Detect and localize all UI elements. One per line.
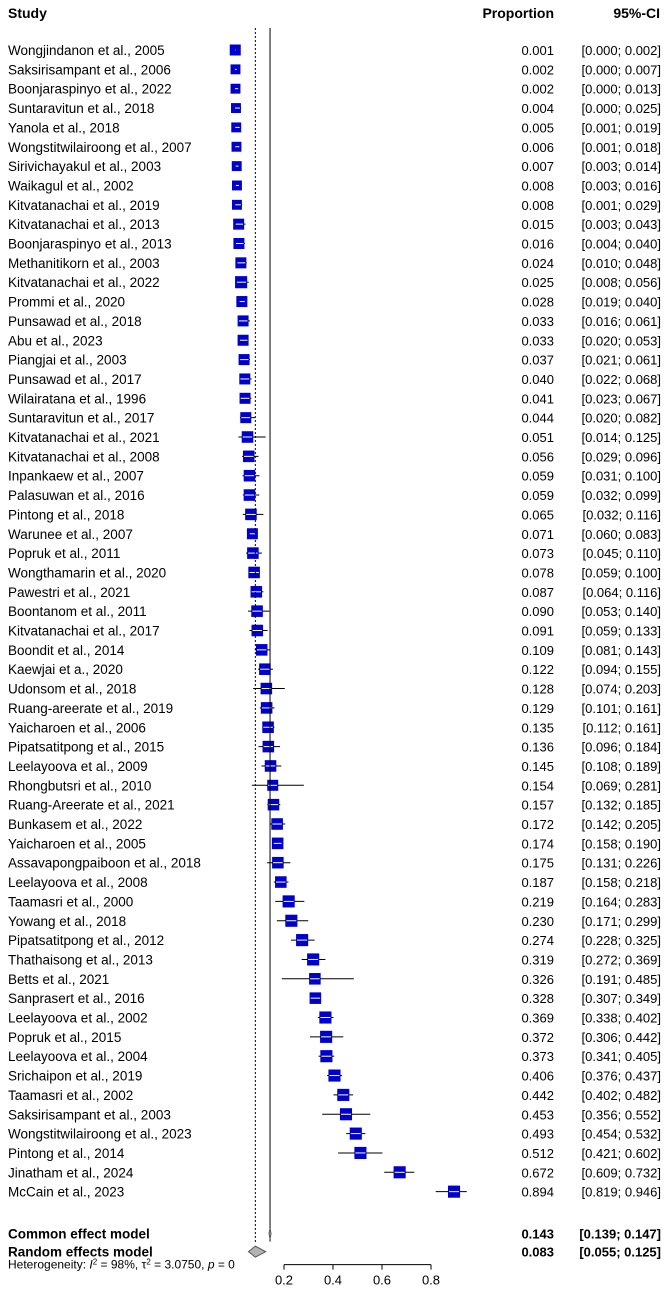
summary-rows — [8, 1227, 661, 1260]
study-proportion: 0.051 — [521, 430, 554, 445]
study-row — [8, 565, 661, 580]
study-proportion: 0.512 — [521, 1145, 554, 1161]
study-ci: [0.454; 0.532] — [581, 1126, 661, 1142]
study-proportion: 0.005 — [521, 120, 554, 136]
study-proportion: 0.044 — [521, 410, 554, 426]
study-row — [8, 469, 661, 484]
study-proportion: 0.028 — [521, 294, 554, 310]
study-proportion: 0.145 — [521, 758, 554, 774]
study-row — [8, 952, 661, 967]
study-proportion: 0.453 — [521, 1107, 554, 1123]
study-ci: [0.020; 0.053] — [581, 333, 661, 349]
study-label: Suntaravitun et al., 2018 — [8, 101, 155, 117]
study-row — [8, 178, 661, 193]
study-label: Kitvatanachai et al., 2017 — [8, 623, 160, 639]
study-proportion: 0.369 — [521, 1010, 554, 1026]
study-proportion: 0.059 — [521, 488, 554, 504]
study-proportion: 0.136 — [521, 739, 554, 755]
study-row — [8, 836, 661, 851]
study-label: Pawestri et al., 2021 — [8, 584, 131, 600]
study-proportion: 0.024 — [521, 255, 554, 271]
study-label: Sanprasert et al., 2016 — [8, 991, 145, 1007]
study-label: Kitvatanachai et al., 2021 — [8, 430, 160, 445]
header-ci: 95%-CI — [613, 5, 660, 21]
study-ci: [0.164; 0.283] — [581, 894, 661, 910]
study-proportion: 0.122 — [521, 662, 554, 678]
study-ci: [0.001; 0.019] — [581, 120, 661, 136]
header-proportion: Proportion — [482, 5, 554, 21]
study-label: Boondit et al., 2014 — [8, 642, 125, 658]
study-label: Bunkasem et al., 2022 — [8, 817, 143, 832]
heterogeneity-text: Heterogeneity: $I^2 = 98\%$, $\tau^2 = 3.0750$, p = 0 — [8, 1257, 235, 1272]
study-row — [8, 1185, 661, 1200]
study-ci: [0.000; 0.002] — [581, 43, 661, 58]
study-label: Inpankaew et al., 2007 — [8, 468, 144, 484]
study-ci: [0.001; 0.018] — [581, 139, 661, 155]
study-proportion: 0.037 — [521, 352, 554, 368]
study-label: Wongjindanon et al., 2005 — [8, 43, 165, 58]
study-row — [8, 720, 661, 735]
study-label: Kitvatanachai et al., 2008 — [8, 449, 160, 465]
study-row — [8, 488, 661, 503]
study-row — [8, 1088, 661, 1103]
study-proportion: 0.002 — [521, 62, 554, 78]
study-proportion: 0.157 — [521, 797, 554, 813]
study-row — [8, 1107, 661, 1122]
study-ci: [0.059; 0.100] — [581, 565, 661, 581]
study-ci: [0.131; 0.226] — [581, 855, 661, 871]
study-label: Waikagul et al., 2002 — [8, 178, 134, 194]
study-label: Boonjaraspinyo et al., 2022 — [8, 81, 172, 97]
study-proportion: 0.274 — [521, 933, 554, 949]
study-proportion: 0.015 — [521, 217, 554, 233]
study-label: Pipatsatitpong et al., 2012 — [8, 933, 165, 949]
study-proportion: 0.372 — [521, 1029, 554, 1045]
study-ci: [0.191; 0.485] — [581, 971, 661, 987]
study-proportion: 0.056 — [521, 449, 554, 465]
study-ci: [0.032; 0.099] — [581, 488, 661, 504]
study-proportion: 0.373 — [521, 1049, 554, 1065]
study-row — [8, 778, 661, 793]
study-label: Abu et al., 2023 — [8, 333, 103, 349]
study-row — [8, 372, 661, 387]
study-ci: [0.096; 0.184] — [581, 739, 661, 755]
study-ci: [0.306; 0.442] — [581, 1029, 661, 1045]
study-proportion: 0.087 — [521, 584, 554, 600]
summary-diamond — [248, 1246, 265, 1257]
study-proportion: 0.172 — [521, 817, 554, 832]
x-tick-label: 0.8 — [421, 1272, 441, 1288]
summary-ci: [0.139; 0.147] — [579, 1226, 661, 1242]
study-ci: [0.132; 0.185] — [581, 797, 661, 813]
study-row — [8, 391, 661, 406]
study-ci: [0.021; 0.061] — [581, 352, 661, 368]
study-ci: [0.081; 0.143] — [581, 642, 661, 658]
study-ci: [0.045; 0.110] — [582, 546, 661, 562]
study-ci: [0.142; 0.205] — [581, 817, 661, 832]
study-row — [8, 217, 661, 232]
study-ci: [0.022; 0.068] — [581, 371, 661, 387]
study-row — [8, 256, 661, 271]
study-label: Warunee et al., 2007 — [8, 526, 133, 542]
study-ci: [0.000; 0.013] — [581, 81, 661, 97]
study-row — [8, 1127, 661, 1142]
study-ci: [0.053; 0.140] — [581, 604, 661, 620]
study-row — [8, 82, 661, 97]
study-label: Leelayoova et al., 2002 — [8, 1010, 148, 1026]
study-ci: [0.029; 0.096] — [581, 449, 661, 465]
study-row — [8, 140, 661, 155]
study-row — [8, 740, 661, 755]
study-ci: [0.421; 0.602] — [581, 1145, 661, 1161]
study-proportion: 0.040 — [521, 371, 554, 387]
study-row — [8, 159, 661, 174]
study-row — [8, 295, 661, 310]
study-row — [8, 430, 661, 445]
study-proportion: 0.090 — [521, 604, 554, 620]
study-label: Srichaipon et al., 2019 — [8, 1068, 143, 1084]
x-tick-label: 0.6 — [372, 1272, 392, 1288]
study-label: Pintong et al., 2018 — [8, 507, 125, 523]
study-row — [8, 682, 661, 697]
study-row — [8, 875, 661, 890]
study-label: Wilairatana et al., 1996 — [8, 391, 147, 407]
study-label: Ruang-Areerate et al., 2021 — [8, 797, 175, 813]
study-ci: [0.000; 0.025] — [581, 101, 661, 117]
study-proportion: 0.187 — [521, 875, 554, 891]
study-row — [8, 701, 661, 716]
study-label: Boonjaraspinyo et al., 2013 — [8, 236, 172, 252]
study-ci: [0.074; 0.203] — [581, 681, 661, 697]
study-proportion: 0.493 — [521, 1126, 554, 1142]
study-ci: [0.003; 0.043] — [581, 217, 661, 233]
study-proportion: 0.001 — [521, 43, 554, 58]
summary-label: Common effect model — [8, 1226, 150, 1242]
study-row — [8, 62, 661, 77]
study-row — [8, 1069, 661, 1084]
study-label: Yaicharoen et al., 2006 — [8, 720, 146, 736]
study-ci: [0.307; 0.349] — [581, 991, 661, 1007]
study-label: Saksirisampant et al., 2006 — [8, 62, 171, 78]
study-label: Leelayoova et al., 2004 — [8, 1049, 148, 1065]
study-label: Pipatsatitpong et al., 2015 — [8, 739, 165, 755]
header-study: Study — [8, 5, 47, 21]
study-row — [8, 1049, 661, 1064]
study-row — [8, 643, 661, 658]
study-label: Udonsom et al., 2018 — [8, 681, 137, 697]
x-axis — [275, 1265, 440, 1288]
study-row — [8, 798, 661, 813]
study-proportion: 0.025 — [521, 275, 554, 291]
study-row — [8, 1165, 661, 1180]
summary-row — [8, 1227, 661, 1242]
study-label: Popruk et al., 2011 — [8, 546, 121, 562]
study-proportion: 0.129 — [521, 700, 554, 716]
study-row — [8, 604, 661, 619]
study-row — [8, 237, 661, 252]
study-row — [8, 972, 661, 987]
study-proportion: 0.008 — [521, 178, 554, 194]
study-label: Pintong et al., 2014 — [8, 1145, 125, 1161]
study-proportion: 0.219 — [521, 894, 554, 910]
study-proportion: 0.328 — [521, 991, 554, 1007]
summary-proportion: 0.083 — [521, 1244, 554, 1260]
study-proportion: 0.672 — [521, 1165, 554, 1181]
study-row — [8, 914, 661, 929]
study-proportion: 0.016 — [521, 236, 554, 252]
study-ci: [0.031; 0.100] — [581, 468, 661, 484]
study-ci: [0.023; 0.067] — [581, 391, 661, 407]
study-ci: [0.272; 0.369] — [581, 952, 661, 968]
study-proportion: 0.007 — [521, 159, 554, 175]
study-row — [8, 1030, 661, 1045]
study-ci: [0.171; 0.299] — [581, 913, 661, 929]
study-ci: [0.069; 0.281] — [581, 778, 661, 794]
summary-diamond — [269, 1228, 271, 1239]
study-row — [8, 546, 661, 561]
summary-proportion: 0.143 — [521, 1226, 554, 1242]
study-label: Punsawad et al., 2017 — [8, 371, 142, 387]
study-label: Ruang-areerate et al., 2019 — [8, 700, 174, 716]
study-row — [8, 1146, 661, 1161]
study-proportion: 0.041 — [521, 391, 554, 407]
study-label: Wongthamarin et al., 2020 — [8, 565, 167, 581]
study-row — [8, 43, 661, 58]
study-row — [8, 198, 661, 213]
study-proportion: 0.002 — [521, 81, 554, 97]
x-tick-label: 0.4 — [323, 1272, 343, 1288]
study-proportion: 0.154 — [521, 778, 554, 794]
study-label: Taamasri et al., 2002 — [8, 1087, 134, 1103]
study-label: Rhongbutsri et al., 2010 — [8, 778, 152, 794]
study-label: Saksirisampant et al., 2003 — [8, 1107, 171, 1123]
study-row — [8, 449, 661, 464]
study-label: Taamasri et al., 2000 — [8, 894, 134, 910]
study-ci: [0.609; 0.732] — [581, 1165, 661, 1181]
study-row — [8, 624, 661, 639]
study-ci: [0.819; 0.946] — [581, 1184, 661, 1200]
study-row — [8, 120, 661, 135]
study-ci: [0.112; 0.161] — [582, 720, 661, 736]
study-ci: [0.356; 0.552] — [581, 1107, 661, 1123]
study-proportion: 0.135 — [521, 720, 554, 736]
study-ci: [0.060; 0.083] — [581, 526, 661, 542]
study-row — [8, 101, 661, 116]
study-ci: [0.010; 0.048] — [581, 255, 661, 271]
study-row — [8, 662, 661, 677]
study-proportion: 0.008 — [521, 197, 554, 213]
study-label: Prommi et al., 2020 — [8, 294, 126, 310]
study-ci: [0.008; 0.056] — [581, 275, 661, 291]
study-label: Wongstitwilairoong et al., 2023 — [8, 1126, 192, 1142]
study-proportion: 0.175 — [521, 855, 554, 871]
study-row — [8, 1011, 661, 1026]
study-label: Sirivichayakul et al., 2003 — [8, 159, 162, 175]
study-label: Kitvatanachai et al., 2013 — [8, 217, 160, 233]
summary-ci: [0.055; 0.125] — [579, 1244, 661, 1260]
study-ci: [0.158; 0.218] — [581, 875, 661, 891]
study-ci: [0.004; 0.040] — [581, 236, 661, 252]
study-label: Kitvatanachai et al., 2019 — [8, 197, 160, 213]
study-ci: [0.016; 0.061] — [581, 313, 661, 329]
study-row — [8, 759, 661, 774]
study-ci: [0.064; 0.116] — [582, 584, 661, 600]
study-label: Palasuwan et al., 2016 — [8, 488, 145, 504]
study-label: Jinatham et al., 2024 — [8, 1165, 134, 1181]
study-row — [8, 585, 661, 600]
study-row — [8, 817, 661, 832]
study-ci: [0.228; 0.325] — [581, 933, 661, 949]
study-row — [8, 411, 661, 426]
study-proportion: 0.230 — [521, 913, 554, 929]
study-label: Methanitikorn et al., 2003 — [8, 255, 160, 271]
study-proportion: 0.406 — [521, 1068, 554, 1084]
study-ci: [0.032; 0.116] — [582, 507, 661, 523]
study-ci: [0.001; 0.029] — [581, 197, 661, 213]
study-label: Yowang et al., 2018 — [8, 913, 127, 929]
study-row — [8, 991, 661, 1006]
study-label: Yaicharoen et al., 2005 — [8, 836, 146, 852]
study-ci: [0.341; 0.405] — [581, 1049, 661, 1065]
study-ci: [0.402; 0.482] — [581, 1087, 661, 1103]
study-ci: [0.108; 0.189] — [581, 758, 661, 774]
study-row — [8, 333, 661, 348]
study-ci: [0.059; 0.133] — [581, 623, 661, 639]
study-proportion: 0.128 — [521, 681, 554, 697]
study-label: Kaewjai et a., 2020 — [8, 662, 123, 678]
summary-label: Random effects model — [8, 1244, 153, 1260]
study-proportion: 0.442 — [521, 1087, 554, 1103]
study-ci: [0.101; 0.161] — [581, 700, 661, 716]
study-ci: [0.000; 0.007] — [581, 62, 661, 78]
study-label: Piangjai et al., 2003 — [8, 352, 127, 368]
study-ci: [0.014; 0.125] — [581, 430, 661, 445]
study-label: Leelayoova et al., 2008 — [8, 875, 148, 891]
study-proportion: 0.109 — [521, 642, 554, 658]
study-label: Suntaravitun et al., 2017 — [8, 410, 155, 426]
study-proportion: 0.065 — [521, 507, 554, 523]
study-ci: [0.003; 0.016] — [581, 178, 661, 194]
study-label: Betts et al., 2021 — [8, 971, 110, 987]
study-proportion: 0.319 — [521, 952, 554, 968]
study-ci: [0.094; 0.155] — [581, 662, 661, 678]
study-row — [8, 933, 661, 948]
study-label: McCain et al., 2023 — [8, 1184, 125, 1200]
study-row — [8, 507, 661, 522]
study-row — [8, 353, 661, 368]
study-ci: [0.158; 0.190] — [581, 836, 661, 852]
study-proportion: 0.071 — [521, 526, 554, 542]
study-label: Punsawad et al., 2018 — [8, 313, 142, 329]
study-rows — [8, 28, 661, 1244]
study-proportion: 0.091 — [521, 623, 554, 639]
study-row — [8, 275, 661, 290]
study-ci: [0.019; 0.040] — [581, 294, 661, 310]
study-proportion: 0.078 — [521, 565, 554, 581]
study-proportion: 0.033 — [521, 333, 554, 349]
study-row — [8, 314, 661, 329]
study-ci: [0.376; 0.437] — [581, 1068, 661, 1084]
study-ci: [0.003; 0.014] — [581, 159, 661, 175]
study-label: Popruk et al., 2015 — [8, 1029, 122, 1045]
study-proportion: 0.059 — [521, 468, 554, 484]
study-label: Boontanom et al., 2011 — [8, 604, 147, 620]
study-proportion: 0.033 — [521, 313, 554, 329]
study-proportion: 0.174 — [521, 836, 554, 852]
study-proportion: 0.326 — [521, 971, 554, 987]
study-proportion: 0.073 — [521, 546, 554, 562]
study-row — [8, 856, 661, 871]
study-ci: [0.338; 0.402] — [581, 1010, 661, 1026]
study-label: Thathaisong et al., 2013 — [8, 952, 153, 968]
study-label: Kitvatanachai et al., 2022 — [8, 275, 160, 291]
study-row — [8, 527, 661, 542]
study-label: Wongstitwilairoong et al., 2007 — [8, 139, 192, 155]
study-label: Yanola et al., 2018 — [8, 120, 120, 136]
study-label: Assavapongpaiboon et al., 2018 — [8, 855, 201, 871]
study-proportion: 0.894 — [521, 1184, 554, 1200]
study-row — [8, 894, 661, 909]
x-tick-label: 0.2 — [274, 1272, 294, 1288]
study-ci: [0.020; 0.082] — [581, 410, 661, 426]
study-proportion: 0.004 — [521, 101, 554, 117]
study-label: Leelayoova et al., 2009 — [8, 758, 148, 774]
study-proportion: 0.006 — [521, 139, 554, 155]
